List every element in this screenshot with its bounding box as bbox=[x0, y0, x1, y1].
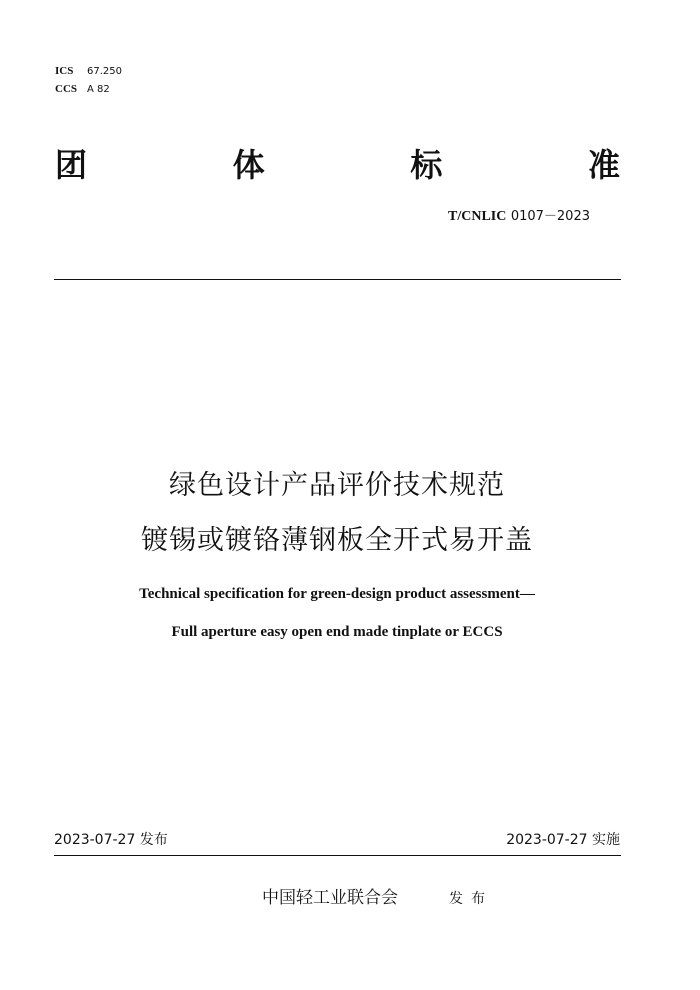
title-cn-line-2: 镀锡或镀铬薄钢板全开式易开盖 bbox=[141, 525, 533, 556]
standard-number-code: 0107－2023 bbox=[510, 209, 590, 224]
top-divider bbox=[54, 279, 621, 280]
title-en-line-1: Technical specification for green-design product assessment— bbox=[139, 586, 535, 602]
ccs-label: CCS bbox=[55, 83, 78, 95]
heading-char-4: 准 bbox=[587, 146, 620, 184]
title-cn-line-1: 绿色设计产品评价技术规范 bbox=[169, 470, 505, 501]
bottom-divider bbox=[54, 855, 621, 856]
ics-value: 67.250 bbox=[87, 66, 122, 77]
title-en-line-2: Full aperture easy open end made tinplate or ECCS bbox=[171, 624, 503, 640]
implement-date: 2023-07-27 实施 bbox=[506, 832, 620, 848]
issuing-organization: 中国轻工业联合会 bbox=[262, 888, 398, 908]
publish-date: 2023-07-27 发布 bbox=[54, 832, 168, 848]
ics-label: ICS bbox=[55, 65, 74, 77]
ccs-value: A 82 bbox=[87, 84, 110, 95]
issue-action: 发布 bbox=[449, 891, 493, 907]
ics-line bbox=[55, 64, 122, 79]
standard-type-heading bbox=[55, 144, 620, 186]
standard-number-prefix: T/CNLIC bbox=[448, 209, 507, 224]
heading-char-1: 团 bbox=[55, 146, 88, 184]
heading-char-3: 标 bbox=[410, 146, 443, 184]
standard-number bbox=[448, 206, 590, 227]
ccs-line bbox=[55, 82, 110, 97]
heading-char-2: 体 bbox=[232, 146, 265, 184]
